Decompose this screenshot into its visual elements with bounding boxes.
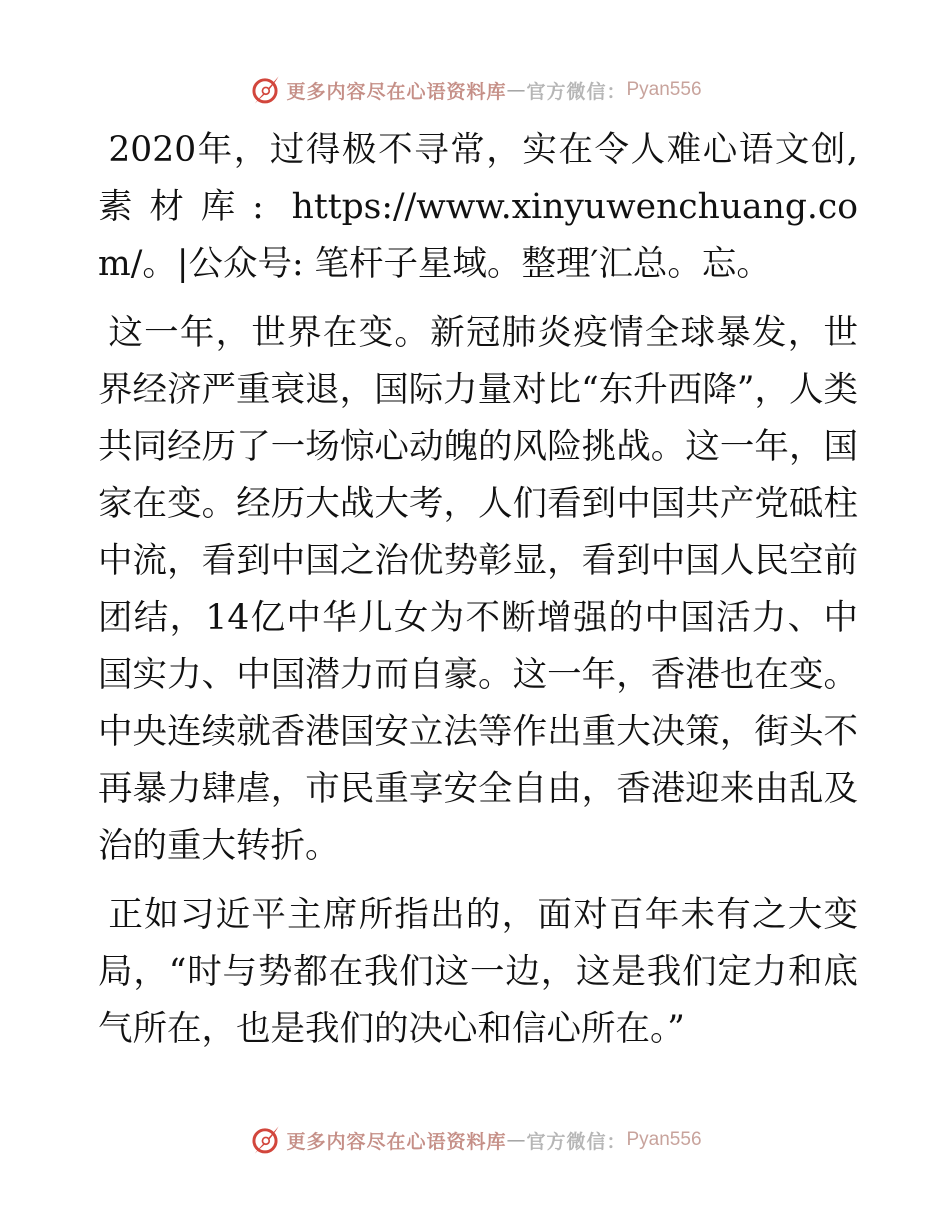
paragraph-quote: 正如习近平主席所指出的，面对百年未有之大变局，“时与势都在我们这一边，这是我们定力和底气所在，也是我们的决心和信心所在。” <box>98 895 858 1049</box>
footer-wechat-label: 官方微信： <box>526 1130 627 1153</box>
footer-wechat-id: Pyan556 <box>626 1129 702 1150</box>
header-watermark <box>0 70 950 110</box>
quill-logo-icon <box>248 1123 282 1157</box>
header-promo-text: 更多内容尽在心语资料库 <box>286 80 507 103</box>
header-wechat-id: Pyan556 <box>626 79 702 100</box>
footer-promo-text: 更多内容尽在心语资料库 <box>286 1130 507 1153</box>
paragraph-intro: 2020年，过得极不寻常，实在令人难心语文创,素材库: https://www.xinyuwenchuang.com/。|公众号: 笔杆子星域。整理′汇总。忘。 <box>98 130 858 284</box>
header-wechat-label: 官方微信： <box>526 80 627 103</box>
footer-separator: — <box>506 1129 527 1151</box>
quill-logo-icon <box>248 73 282 107</box>
header-separator: — <box>506 79 527 101</box>
paragraph-changes: 这一年，世界在变。新冠肺炎疫情全球暴发，世界经济严重衰退，国际力量对比“东升西降”，人类共同经历了一场惊心动魄的风险挑战。这一年，国家在变。经历大战大考，人们看到中国共产党砥柱中流，看到中国之治优势彰显，看到中国人民空前团结，14亿中华儿女为不断增强的中国活力、中国实力、中国潜力而自豪。这一年，香港也在变。中央连续就香港国安立法等作出重大决策，街头不再暴力肆虐，市民重享安全自由，香港迎来由乱及治的重大转折。 <box>98 313 858 866</box>
document-body <box>98 122 858 1070</box>
footer-watermark <box>0 1120 950 1160</box>
